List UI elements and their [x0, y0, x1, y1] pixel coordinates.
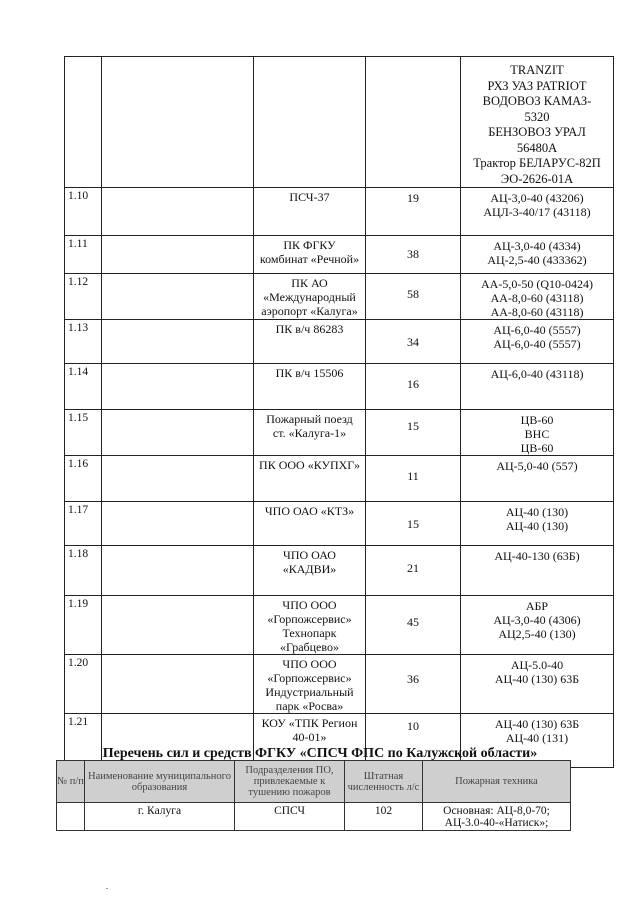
header-staff: Штатная численность л/с — [345, 761, 423, 803]
name-line: «Горпожсервис» — [267, 671, 352, 685]
tech-line: АЦ-40 (130) 63Б — [494, 717, 580, 731]
name-line: парк «Росва» — [275, 699, 344, 713]
cell-num: 1.16 — [65, 456, 102, 502]
name-line: ПК в/ч 15506 — [275, 366, 344, 380]
cell-name — [254, 274, 366, 320]
cell-tech — [461, 502, 614, 546]
cell-blank — [102, 236, 254, 274]
cell-municipality: г. Калуга — [85, 803, 235, 831]
cell-blank — [102, 410, 254, 456]
name-line: ПК АО — [291, 276, 328, 290]
header-unit: Подразделения ПО, привлекаемые к тушению пожаров — [235, 761, 345, 803]
cell-blank — [102, 188, 254, 236]
cell-blank — [102, 655, 254, 714]
name-line: ЧПО ООО — [282, 657, 337, 671]
cell-tech — [423, 803, 571, 831]
name-line: ПК ФГКУ — [283, 238, 336, 252]
cell-name — [254, 364, 366, 410]
tech-line: Трактор БЕЛАРУС-82П — [473, 156, 601, 170]
cell-staff: 102 — [345, 803, 423, 831]
tech-line: АЦ-5.0-40 — [510, 658, 564, 672]
cell-num: 1.14 — [65, 364, 102, 410]
section-title: Перечень сил и средств ФГКУ «СПСЧ ФПС по Калужской области» — [102, 746, 538, 761]
table-row — [65, 274, 614, 320]
tech-line: РХЗ УАЗ PATRIOT — [487, 78, 587, 93]
cell-tech — [461, 274, 614, 320]
cell-blank — [102, 364, 254, 410]
cell-staff: 15 — [366, 410, 461, 456]
cell-name — [254, 236, 366, 274]
tech-line: БЕНЗОВОЗ УРАЛ — [488, 125, 586, 139]
name-line: ПСЧ-37 — [289, 190, 330, 204]
cell-staff: 21 — [366, 546, 461, 596]
cell-tech — [461, 236, 614, 274]
tech-line: Основная: АЦ-8,0-70; — [443, 805, 550, 817]
header-municipality: Наименование муниципального образования — [85, 761, 235, 803]
name-line: «Грабцево» — [280, 640, 339, 654]
name-line: ЧПО ОАО — [283, 548, 336, 562]
tech-line: АЦ-3,0-40 (4334) — [493, 239, 581, 253]
tech-line: 56480А — [516, 140, 558, 155]
tech-line: АЦ-40-130 (63Б) — [494, 549, 580, 563]
name-line: «Международный — [263, 290, 356, 304]
cell-num: 1.20 — [65, 655, 102, 714]
cell-staff: 10 — [366, 714, 461, 768]
cell-blank — [102, 320, 254, 364]
name-line: ЧПО ОАО «КТЗ» — [264, 504, 355, 518]
cell-staff: 58 — [366, 274, 461, 320]
cell-staff: 36 — [366, 655, 461, 714]
cell-blank — [102, 596, 254, 655]
cell-name — [254, 456, 366, 502]
tech-line: АЦ-3,0-40 (4306) — [493, 613, 581, 627]
table-row — [65, 502, 614, 546]
tech-line: АЦ-2,5-40 (433362) — [487, 253, 587, 267]
tech-line: АЦ-40 (130) — [505, 505, 569, 519]
table2-header — [57, 761, 571, 803]
table-row — [65, 188, 614, 236]
cell-num: 1.18 — [65, 546, 102, 596]
cell-unit: СПСЧ — [235, 803, 345, 831]
cell-staff: 16 — [366, 364, 461, 410]
tech-line: АА-8,0-60 (43118) — [490, 305, 584, 319]
cell-staff: 45 — [366, 596, 461, 655]
cell-name — [254, 655, 366, 714]
cell-blank — [102, 502, 254, 546]
table-row — [65, 57, 614, 188]
cell-tech — [461, 456, 614, 502]
units-table — [64, 56, 614, 768]
name-line: ПК ООО «КУПХГ» — [259, 458, 360, 472]
name-line: Индустриальный — [265, 685, 354, 699]
cell-num: 1.17 — [65, 502, 102, 546]
cell-staff: 11 — [366, 456, 461, 502]
name-line: комбинат «Речной» — [259, 252, 360, 266]
tech-line: ВОДОВОЗ КАМАЗ- — [482, 94, 592, 108]
cell-name — [254, 320, 366, 364]
name-line: «КАДВИ» — [282, 562, 337, 576]
cell-tech — [461, 655, 614, 714]
cell-blank — [102, 456, 254, 502]
cell-name — [254, 546, 366, 596]
cell-staff: 38 — [366, 236, 461, 274]
cell-num: 1.11 — [65, 236, 102, 274]
name-line: ПК в/ч 86283 — [275, 322, 344, 336]
cell-tech — [461, 320, 614, 364]
tech-line: TRANZIT — [510, 63, 564, 77]
table-row — [65, 364, 614, 410]
table-row — [65, 236, 614, 274]
tech-line: АЦ-6,0-40 (43118) — [490, 367, 584, 381]
cell-num: 1.15 — [65, 410, 102, 456]
tech-line: ВНС — [524, 427, 550, 441]
tech-line: АЦ-6,0-40 (5557) — [493, 337, 581, 351]
cell-name — [254, 410, 366, 456]
cell-tech — [461, 188, 614, 236]
name-line: ст. «Калуга-1» — [272, 426, 347, 440]
cell-num — [65, 57, 102, 188]
table-row — [65, 546, 614, 596]
tech-line: АА-5,0-50 (Q10-0424) — [481, 277, 593, 291]
cell-num: 1.12 — [65, 274, 102, 320]
name-line: «Горпожсервис» — [267, 612, 352, 626]
tech-line: АЦ-3,0-40 (43206) — [490, 191, 584, 205]
tech-line: АЦ-5,0-40 (557) — [496, 459, 578, 473]
cell-name — [254, 57, 366, 188]
spsch-table — [56, 760, 571, 831]
cell-tech — [461, 410, 614, 456]
cell-num: 1.21 — [65, 714, 102, 768]
cell-tech — [461, 57, 614, 188]
tech-line: АЦ-40 (130) — [505, 519, 569, 533]
table-row — [65, 456, 614, 502]
table-row — [65, 410, 614, 456]
cell-staff: 19 — [366, 188, 461, 236]
cell-blank — [102, 57, 254, 188]
tech-line: АА-8,0-60 (43118) — [490, 291, 584, 305]
tech-line: ЦВ-60 — [520, 413, 554, 427]
name-line: аэропорт «Калуга» — [261, 304, 358, 318]
cell-tech — [461, 546, 614, 596]
tech-line: АЦ2,5-40 (130) — [498, 627, 576, 641]
tech-line: АЦ-40 (130) 63Б — [494, 672, 580, 686]
scan-speck — [106, 888, 108, 889]
name-line: Пожарный поезд — [266, 412, 353, 426]
tech-line: АЦ-6,0-40 (5557) — [493, 323, 581, 337]
table-row — [57, 803, 571, 831]
name-line: КОУ «ТПК Регион — [261, 716, 358, 730]
name-line: 40-01» — [292, 730, 327, 744]
header-num: № п/п — [57, 761, 85, 803]
cell-num: 1.19 — [65, 596, 102, 655]
cell-staff: 34 — [366, 320, 461, 364]
header-tech: Пожарная техника — [423, 761, 571, 803]
tech-line: АЦЛ-3-40/17 (43118) — [483, 205, 591, 219]
cell-name — [254, 596, 366, 655]
cell-name — [254, 502, 366, 546]
name-line: Технопарк — [282, 626, 337, 640]
cell-name — [254, 188, 366, 236]
tech-line: ЭО-2626-01А — [500, 171, 574, 186]
table-row — [65, 320, 614, 364]
tech-line: ЦВ-60 — [520, 441, 554, 455]
name-line: ЧПО ООО — [282, 598, 337, 612]
cell-num: 1.10 — [65, 188, 102, 236]
tech-line: 5320 — [524, 109, 550, 124]
cell-tech — [461, 596, 614, 655]
cell-blank — [102, 546, 254, 596]
table-row — [65, 596, 614, 655]
cell-staff — [366, 57, 461, 188]
cell-staff: 15 — [366, 502, 461, 546]
tech-line: АБР — [525, 599, 549, 613]
cell-num: 1.13 — [65, 320, 102, 364]
tech-line: АЦ-3.0-40-«Натиск»; — [444, 817, 549, 829]
cell-num — [57, 803, 85, 831]
table-row — [65, 655, 614, 714]
tech-line: АЦ-40 (131) — [505, 731, 569, 745]
cell-blank — [102, 274, 254, 320]
cell-tech — [461, 364, 614, 410]
